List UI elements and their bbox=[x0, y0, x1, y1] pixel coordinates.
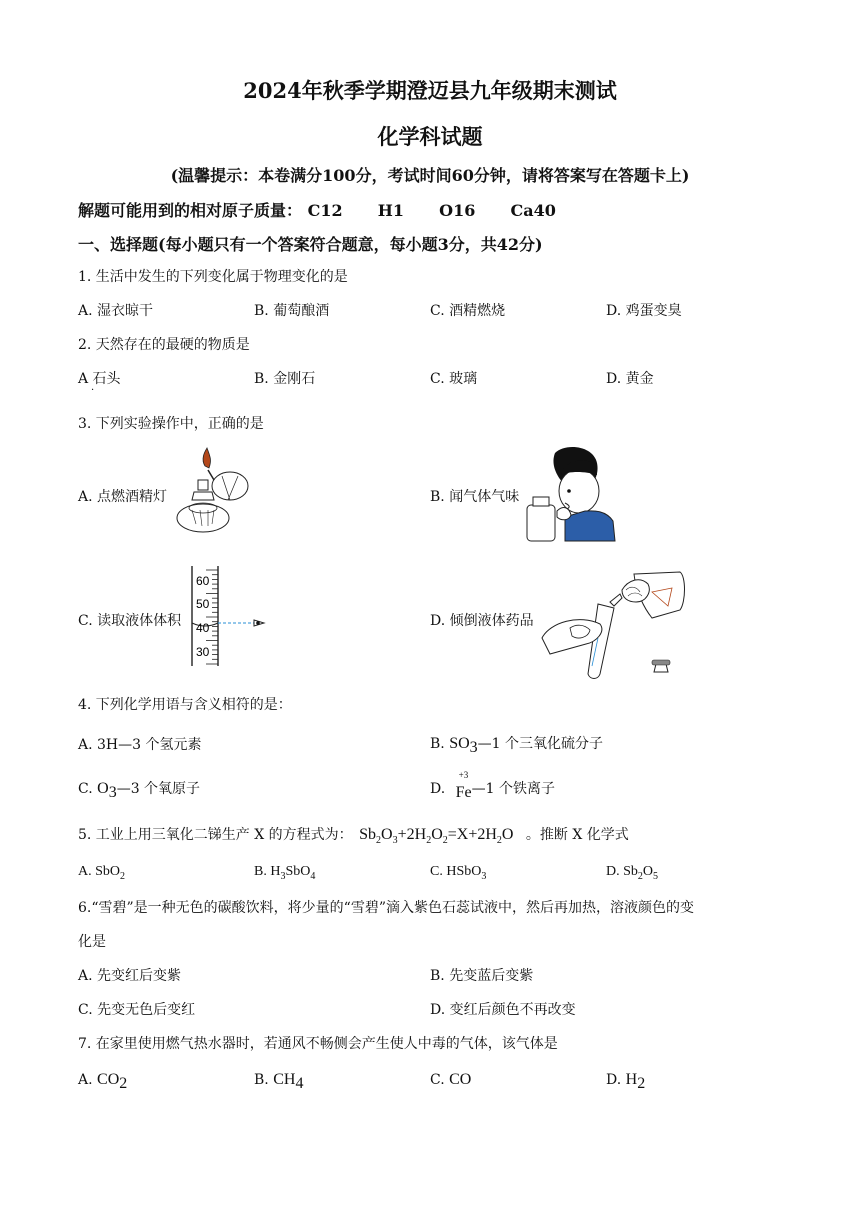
q5-equation: $Sb_2O_3+2H_2O_2=X+2H_2O$ bbox=[359, 826, 514, 846]
atomic-masses-label: 解题可能用到的相对原子质量： bbox=[78, 201, 303, 220]
q3-option-c: C. 读取液体体积 bbox=[78, 613, 182, 629]
q2-stem: 2. 天然存在的最硬的物质是 bbox=[78, 337, 250, 353]
q6-option-b: B. 先变蓝后变紫 bbox=[430, 968, 534, 984]
q6-option-a: A. 先变红后变紫 bbox=[78, 968, 182, 984]
q3-option-b: B. 闻气体气味 bbox=[430, 489, 520, 505]
q4-stem: 4. 下列化学用语与含义相符的是： bbox=[78, 697, 292, 713]
cylinder-tick-50: 50 bbox=[196, 597, 210, 611]
q1-option-d: D. 鸡蛋变臭 bbox=[606, 303, 682, 319]
cylinder-tick-40: 40 bbox=[196, 621, 210, 635]
q3-option-d: D. 倾倒液体药品 bbox=[430, 613, 534, 629]
q7-option-b: B. CH4 bbox=[254, 1071, 304, 1092]
q5-option-d: D. $Sb_2O_5$ bbox=[606, 864, 659, 882]
q2-option-a: A 石头 bbox=[78, 371, 121, 387]
pouring-liquid-illustration bbox=[540, 562, 690, 680]
atomic-mass-c: C12 bbox=[307, 201, 343, 220]
alcohol-lamp-illustration bbox=[172, 448, 252, 538]
stray-dot: · bbox=[91, 385, 95, 396]
q4-option-a: A. 3H—3 个氢元素 bbox=[78, 737, 202, 753]
q4-option-b: B. SO3—1 个三氧化硫分子 bbox=[430, 735, 604, 756]
q2-option-d: D. 黄金 bbox=[606, 371, 654, 387]
q7-option-a: A. CO2 bbox=[78, 1071, 128, 1092]
atomic-mass-h: H1 bbox=[377, 201, 404, 220]
q7-option-c: C. CO bbox=[430, 1071, 472, 1088]
q1-option-b: B. 葡萄酿酒 bbox=[254, 303, 330, 319]
q4-option-c: C. O3—3 个氧原子 bbox=[78, 780, 201, 801]
q1-stem: 1. 生活中发生的下列变化属于物理变化的是 bbox=[78, 269, 348, 285]
q1-option-c: C. 酒精燃烧 bbox=[430, 303, 506, 319]
q2-option-c: C. 玻璃 bbox=[430, 371, 478, 387]
q7-stem: 7. 在家里使用燃气热水器时，若通风不畅侧会产生使人中毒的气体，该气体是 bbox=[78, 1036, 558, 1052]
q4-option-d: D. +3 Fe—1 个铁离子 bbox=[430, 770, 555, 801]
q1-option-a: A. 湿衣晾干 bbox=[78, 303, 154, 319]
q7-option-d: D. H2 bbox=[606, 1071, 646, 1092]
section-title: 一、选择题(每小题只有一个答案符合题意，每小题3分，共42分) bbox=[78, 235, 543, 254]
smelling-gas-illustration bbox=[525, 445, 620, 545]
exam-title: 2024年秋季学期澄迈县九年级期末测试 bbox=[243, 78, 617, 103]
atomic-masses-row bbox=[78, 198, 556, 221]
q2-option-b: B. 金刚石 bbox=[254, 371, 316, 387]
exam-subtitle: 化学科试题 bbox=[377, 124, 483, 149]
cylinder-tick-60: 60 bbox=[196, 574, 210, 588]
q3-stem: 3. 下列实验操作中，正确的是 bbox=[78, 416, 264, 432]
q3-option-a: A. 点燃酒精灯 bbox=[78, 489, 168, 505]
atomic-mass-ca: Ca40 bbox=[510, 201, 556, 220]
q6-option-c: C. 先变无色后变红 bbox=[78, 1002, 196, 1018]
q5-option-b: B. $H_3SbO_4$ bbox=[254, 864, 316, 882]
atomic-mass-o: O16 bbox=[439, 201, 476, 220]
q6-stem-line1: 6.“雪碧”是一种无色的碳酸饮料，将少量的“雪碧”滴入紫色石蕊试液中，然后再加热，溶液颜色的变 bbox=[78, 900, 694, 916]
cylinder-tick-30: 30 bbox=[196, 645, 210, 659]
q6-option-d: D. 变红后颜色不再改变 bbox=[430, 1002, 576, 1018]
graduated-cylinder-illustration bbox=[188, 566, 278, 668]
exam-notice: (温馨提示：本卷满分100分，考试时间60分钟，请将答案写在答题卡上) bbox=[170, 166, 690, 185]
q6-stem-line2: 化是 bbox=[78, 934, 106, 950]
q5-option-c: C. HSbO$_3$ bbox=[430, 864, 487, 882]
q5-option-a: A. SbO$_2$ bbox=[78, 864, 126, 882]
q5-stem: 5. 工业上用三氧化二锑生产 X 的方程式为： $Sb_2O_3+2H_2O_2=X+2H_2O$ 。推断 X 化学式 bbox=[78, 826, 629, 846]
